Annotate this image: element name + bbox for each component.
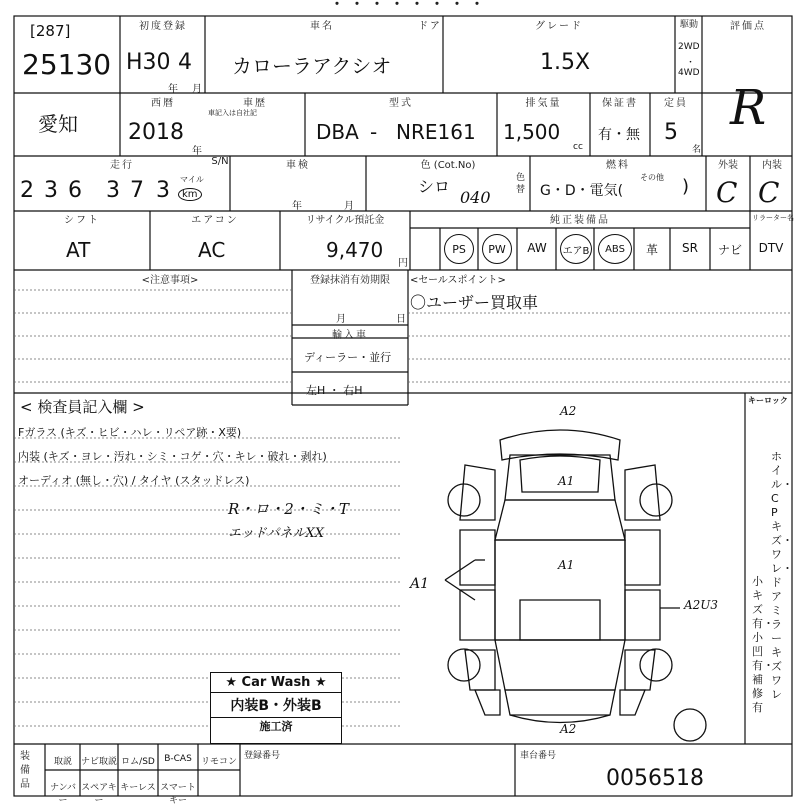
recycle-unit: 円 <box>398 258 408 269</box>
exterior-value: C <box>716 176 738 209</box>
drive-label: 駆動 <box>679 20 698 30</box>
reg-number-label: 登録番号 <box>244 751 281 761</box>
sales-point-value: 〇ユーザー買取車 <box>410 293 539 312</box>
car-wash-line-1: 内装B・外装B <box>230 698 322 714</box>
import-label: 輸入車 <box>332 330 368 341</box>
bottom-left-label: 装備品 <box>20 751 30 790</box>
bottom-keyless: キーレス <box>120 783 156 793</box>
equipment-label: 純正装備品 <box>550 215 610 226</box>
car-mark-left: A1 <box>410 576 430 592</box>
mileage-digit-5: 7 <box>130 178 144 203</box>
bottom-smart-key: スマートキー <box>160 783 196 806</box>
reg-expiry-month: 月 <box>336 314 346 325</box>
equipment-aw: AW <box>527 241 547 255</box>
key-label: キーロック <box>748 396 788 405</box>
mileage-unit-km: km <box>178 188 202 201</box>
displacement-label: 排気量 <box>525 98 562 109</box>
year-western-label: 西暦 <box>151 98 175 109</box>
sales-point-label: <セールスポイント> <box>410 275 506 286</box>
color-label: 色 (Cot.No) <box>420 160 476 171</box>
bottom-navi-manual: ナビ取説 <box>80 757 117 767</box>
car-mark-front: A2 <box>560 404 577 418</box>
equipment-abs: ABS <box>598 234 632 264</box>
sn-label: S/N <box>211 156 229 167</box>
model-code: NRE161 <box>396 120 476 144</box>
displacement-value: 1,500 <box>503 120 561 144</box>
grade-label: グレード <box>535 21 583 32</box>
mileage-unit-mile: マイル <box>180 175 204 184</box>
capacity-label: 定員 <box>664 98 688 109</box>
first-reg-era: H30 <box>126 50 171 75</box>
fuel-other: その他 <box>640 173 664 182</box>
first-reg-month: 4 <box>178 50 192 75</box>
capacity-unit: 名 <box>692 145 702 155</box>
inspector-hand-note-1: R・ロ・2・ミ・T <box>228 500 349 518</box>
fuel-close: ) <box>682 176 690 197</box>
drive-4wd: 4WD <box>678 68 700 78</box>
reg-expiry-day: 日 <box>396 314 406 325</box>
drive-2wd: 2WD <box>678 42 700 52</box>
color-change-label: 色替 <box>516 173 526 195</box>
car-wash-title: ★ Car Wash ★ <box>211 673 341 693</box>
exterior-label: 外装 <box>718 160 738 171</box>
inspector-line-glass: Fガラス (キズ・ヒビ・ハレ・リペア跡・X要) <box>18 426 242 439</box>
mileage-digit-1: 2 <box>20 178 34 203</box>
inspector-line-interior: 内装 (キズ・ヨレ・汚れ・シミ・コゲ・穴・キレ・破れ・剥れ) <box>18 450 327 463</box>
rating-value: R <box>730 80 767 136</box>
recycle-label: リサイクル預託金 <box>305 215 385 226</box>
color-code: 040 <box>460 188 491 207</box>
inspection-year-unit: 年 <box>292 201 302 212</box>
bottom-remote: リモコン <box>200 757 237 767</box>
color-value: シロ <box>418 177 451 196</box>
recycle-value: 9,470 <box>326 238 384 262</box>
car-wash-line-2: 施工済 <box>211 717 341 734</box>
fuel-value: G・D・電気( <box>540 183 624 199</box>
right-note-col-1: ホイル・CPキズ・ワレ・ドアミラーキズワレ <box>771 450 793 701</box>
rating-label: 評価点 <box>730 21 766 32</box>
car-name-label: 車名 <box>310 21 334 32</box>
equipment-airbag: エアB <box>560 234 592 264</box>
first-reg-year-unit: 年 <box>168 84 178 95</box>
warranty-value: 有・無 <box>598 127 640 143</box>
inspection-month-unit: 月 <box>344 201 354 212</box>
equipment-dtv: DTV <box>758 241 784 255</box>
capacity-value: 5 <box>664 120 678 145</box>
mileage-label: 走行 <box>110 160 134 171</box>
mileage-digit-2: 3 <box>44 178 58 203</box>
bottom-spare-key: スペアキー <box>81 783 117 806</box>
car-wash-stamp <box>210 672 342 744</box>
car-name-value: カローラアクシオ <box>232 54 392 78</box>
origin-value: 愛知 <box>38 112 78 136</box>
displacement-unit: cc <box>573 142 583 152</box>
import-dealer: ディーラー・並行 <box>304 351 392 364</box>
equipment-ps: PS <box>444 234 474 264</box>
warranty-label: 保証書 <box>602 98 638 109</box>
inspector-label: < 検査員記入欄 > <box>20 398 145 416</box>
first-reg-label: 初度登録 <box>139 21 187 32</box>
lot-number: 25130 <box>22 48 112 81</box>
shift-label: シフト <box>64 215 100 226</box>
first-reg-month-unit: 月 <box>192 84 202 95</box>
right-note-col-2: 小キズ有・小凹有・補修有 <box>752 575 774 714</box>
reg-expiry-label: 登録抹消有効期限 <box>310 275 390 286</box>
lot-bracket: [287] <box>30 22 71 40</box>
equipment-extra-label: リラーター名 <box>752 214 794 222</box>
fuel-label: 燃料 <box>606 160 630 171</box>
mileage-digit-4: 3 <box>106 178 120 203</box>
chassis-value: 0056518 <box>606 766 704 791</box>
registration-label: 車歴 <box>243 98 267 109</box>
inspector-hand-note-2: エッドパネルXX <box>228 526 324 541</box>
notes-label: <注意事項> <box>141 275 199 286</box>
model-dash: - <box>370 120 378 144</box>
inspector-line-audio: オーディオ (無し・穴) / タイヤ (スタッドレス) <box>18 474 250 487</box>
mileage-digit-3: 6 <box>68 178 82 203</box>
aircon-value: AC <box>198 238 226 262</box>
grade-value: 1.5X <box>540 50 591 75</box>
interior-value: C <box>758 176 780 209</box>
bottom-bcas: B-CAS <box>164 754 192 764</box>
car-mark-rear: A2 <box>560 722 577 736</box>
car-mark-roof: A1 <box>558 558 575 572</box>
aircon-label: エアコン <box>191 215 239 226</box>
bottom-rom-sd: ロム/SD <box>121 757 155 767</box>
equipment-pw: PW <box>482 234 512 264</box>
bottom-manual: 取説 <box>53 757 72 767</box>
equipment-navi: ナビ <box>717 243 742 257</box>
year-western-value: 2018 <box>128 120 184 145</box>
car-diagram <box>445 430 706 741</box>
sheet-title: ・・・・・・・・ <box>330 0 490 13</box>
inspection-label: 車検 <box>286 160 310 171</box>
equipment-sr: SR <box>682 241 698 255</box>
interior-label: 内装 <box>762 160 782 171</box>
year-western-unit: 年 <box>192 146 202 157</box>
mileage-digit-6: 3 <box>156 178 170 203</box>
doors-label: ドア <box>418 21 442 32</box>
chassis-label: 車台番号 <box>520 751 557 761</box>
car-mark-right: A2U3 <box>684 598 719 612</box>
car-mark-hood: A1 <box>558 474 575 488</box>
drive-dot: ・ <box>686 58 696 68</box>
import-handle: 左H ・ 右H <box>306 384 363 397</box>
equipment-leather: 革 <box>645 243 658 257</box>
model-prefix: DBA <box>316 120 359 144</box>
model-note: 車記入は自社記 <box>208 109 257 117</box>
bottom-number-plate: ナンバー <box>50 783 76 806</box>
model-label: 型式 <box>389 98 413 109</box>
shift-value: AT <box>66 238 91 262</box>
